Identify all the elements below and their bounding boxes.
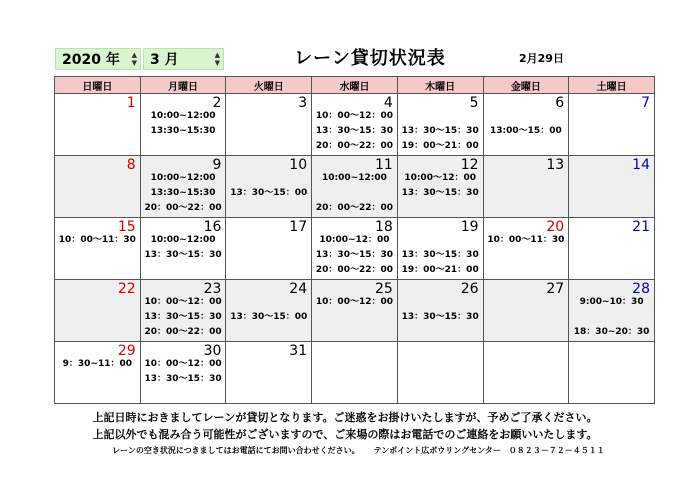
- reservation-slot: [141, 387, 226, 402]
- reservation-slot: 20：00～22：00: [315, 203, 394, 213]
- reservation-slot: [398, 372, 483, 387]
- calendar-week-row: [55, 156, 655, 218]
- reservation-slot: [226, 201, 311, 216]
- reservation-slot: 20：00～22：00: [315, 141, 394, 151]
- reservation-slot: [226, 139, 311, 154]
- reservation-slot: [398, 325, 483, 340]
- calendar-week-row: [55, 218, 655, 280]
- calendar-day-cell: [312, 156, 398, 218]
- reservation-slot: 9：30~11：00: [62, 359, 133, 369]
- reservation-slot: [141, 139, 226, 154]
- day-number: 17: [289, 219, 308, 235]
- reservation-slot: [398, 387, 483, 402]
- reservation-slots: [55, 357, 140, 417]
- calendar-day-cell: [55, 94, 141, 156]
- reservation-slots: [398, 357, 483, 417]
- reservation-slot: [226, 171, 311, 186]
- calendar-body: [55, 94, 655, 404]
- notice-line-1: 上記日時におきましてレーンが貸切となります。ご迷惑をお掛けいたしますが、予めご了承ください。: [92, 411, 598, 424]
- calendar-day-cell: [312, 342, 398, 404]
- reservation-slot: 10:00~12:00: [322, 173, 387, 183]
- weekday-header: 土曜日: [569, 77, 655, 94]
- reservation-slot: 20：00～22：00: [144, 327, 222, 337]
- reservation-slot: [55, 186, 140, 201]
- calendar-week-row: [55, 94, 655, 156]
- day-number: 12: [460, 157, 479, 173]
- calendar-day-cell: [140, 342, 226, 404]
- reservation-slot: [226, 233, 311, 248]
- reservation-slot: [55, 295, 140, 310]
- day-number: 23: [203, 281, 222, 297]
- reservation-slots: [226, 357, 311, 417]
- reservation-slot: [484, 295, 569, 310]
- calendar-day-cell: [483, 94, 569, 156]
- reservation-slot: [55, 310, 140, 325]
- reservation-slot: [484, 186, 569, 201]
- reservation-slot: [484, 310, 569, 325]
- day-number: 19: [460, 219, 479, 235]
- reservation-slot: [312, 186, 397, 201]
- reservation-slot: 20：00～22：00: [144, 203, 222, 213]
- day-number: 9: [212, 157, 222, 173]
- reservation-slot: 13：30～15：30: [144, 374, 222, 384]
- reservation-slot: [312, 387, 397, 402]
- reservation-slots: [312, 357, 397, 417]
- reservation-slot: [569, 357, 654, 372]
- year-select[interactable]: [55, 48, 141, 70]
- calendar-day-cell: [140, 280, 226, 342]
- reservation-slot: 19：00～21：00: [401, 141, 479, 151]
- reservation-slot: [226, 372, 311, 387]
- reservation-slot: 13：30～15：00: [230, 312, 308, 322]
- reservation-slot: [484, 201, 569, 216]
- reservation-slot: 10:00~12:00: [150, 235, 216, 245]
- reservation-slot: 13：30～15：30: [401, 312, 479, 322]
- calendar-day-cell: [569, 280, 655, 342]
- calendar-day-cell: [140, 218, 226, 280]
- day-number: 8: [126, 157, 136, 173]
- reservation-slot: 10:00~12：00: [319, 235, 390, 245]
- day-number: 28: [632, 281, 650, 297]
- reservation-slot: [569, 310, 654, 325]
- reservation-slot: [484, 357, 569, 372]
- calendar-day-cell: [569, 156, 655, 218]
- calendar-day-cell: [397, 218, 483, 280]
- footer-note: [112, 445, 605, 456]
- reservation-slot: 13：30～15：30: [315, 250, 394, 260]
- reservation-slot: [569, 124, 654, 139]
- reservation-slot: 13：30～15：30: [401, 126, 479, 136]
- reservation-slot: [484, 248, 569, 263]
- reservation-slot: 20：00～22：00: [315, 265, 394, 275]
- calendar-day-cell: [312, 94, 398, 156]
- reservation-slot: [55, 139, 140, 154]
- reservation-slot: [55, 263, 140, 278]
- calendar-table: [54, 76, 655, 404]
- day-number: 20: [546, 219, 565, 235]
- calendar-day-cell: [397, 94, 483, 156]
- calendar-day-cell: [55, 342, 141, 404]
- calendar-day-cell: [483, 156, 569, 218]
- day-number: 18: [374, 219, 393, 235]
- reservation-slot: [569, 263, 654, 278]
- day-number: 22: [117, 281, 136, 297]
- reservation-slot: [226, 357, 311, 372]
- day-number: 6: [555, 95, 565, 111]
- reservation-slot: 19：00～21：00: [401, 265, 479, 275]
- spinner-arrows-icon[interactable]: ▲ ▼: [214, 51, 220, 67]
- reservation-slot: [569, 201, 654, 216]
- reservation-slots: [141, 357, 226, 417]
- calendar-day-cell: [55, 218, 141, 280]
- reservation-slot: [569, 372, 654, 387]
- contact-info: テンポイント広ボウリングセンター ０８２３－７２－４５１１: [373, 446, 605, 455]
- reservation-slot: 10：00～11：30: [487, 235, 565, 245]
- reservation-slot: [484, 109, 569, 124]
- notice-line-2: 上記以外でも混み合う可能性がございますので、ご来場の際はお電話でのご連絡をお願いいたします。: [92, 428, 598, 441]
- weekday-header-row: [55, 77, 655, 94]
- reservation-slot: [55, 201, 140, 216]
- day-number: 25: [374, 281, 393, 297]
- reservation-slot: [312, 310, 397, 325]
- calendar-day-cell: [569, 218, 655, 280]
- reservation-slot: [569, 139, 654, 154]
- reservation-slot: [55, 109, 140, 124]
- day-number: 1: [126, 95, 136, 111]
- reservation-slot: 13：30～15：30: [144, 250, 222, 260]
- footer-text: レーンの空き状況につきましてはお電話にてお問い合わせください。: [112, 446, 360, 455]
- weekday-header: 日曜日: [55, 77, 141, 94]
- reservation-slot: [312, 357, 397, 372]
- day-number: 15: [117, 219, 136, 235]
- calendar-day-cell: [226, 218, 312, 280]
- day-number: 5: [469, 95, 479, 111]
- day-number: 3: [298, 95, 308, 111]
- day-number: 31: [289, 343, 308, 359]
- reservation-slot: [226, 325, 311, 340]
- reservation-slot: [484, 139, 569, 154]
- calendar-day-cell: [226, 94, 312, 156]
- reservation-slot: [226, 387, 311, 402]
- reservation-slot: 10:00~12:00: [150, 173, 216, 183]
- reservation-slot: [55, 248, 140, 263]
- reservation-slot: 13:30~15:30: [150, 126, 216, 136]
- reservation-slots: [484, 357, 569, 417]
- reservation-slot: [226, 109, 311, 124]
- reservation-slot: [55, 325, 140, 340]
- reservation-slot: [484, 325, 569, 340]
- reservation-slot: [55, 372, 140, 387]
- calendar-day-cell: [397, 342, 483, 404]
- weekday-header: 木曜日: [397, 77, 483, 94]
- reservation-slots: [569, 357, 654, 417]
- calendar-day-cell: [140, 94, 226, 156]
- calendar-day-cell: [483, 218, 569, 280]
- calendar-day-cell: [140, 156, 226, 218]
- reservation-slot: [569, 387, 654, 402]
- reservation-slot: [312, 372, 397, 387]
- day-number: 11: [374, 157, 393, 173]
- calendar-day-cell: [226, 342, 312, 404]
- reservation-slot: 13：30～15：30: [401, 188, 479, 198]
- day-number: 30: [203, 343, 222, 359]
- reservation-slot: 10：00～12：00: [315, 297, 394, 307]
- month-select[interactable]: [143, 48, 224, 70]
- reservation-slot: 10：00～12：00: [144, 359, 222, 369]
- calendar-day-cell: [397, 280, 483, 342]
- calendar-week-row: [55, 342, 655, 404]
- reservation-slot: [398, 295, 483, 310]
- month-value: 3 月: [150, 52, 179, 68]
- reservation-slot: [141, 263, 226, 278]
- day-number: 24: [289, 281, 308, 297]
- calendar-day-cell: [483, 280, 569, 342]
- calendar-day-cell: [312, 218, 398, 280]
- reservation-slot: 18：30~20：30: [573, 327, 650, 337]
- reservation-slot: [226, 248, 311, 263]
- reservation-slot: 13：30～15：30: [315, 126, 394, 136]
- reservation-slot: 13：30～15：00: [230, 188, 308, 198]
- reservation-slot: [484, 263, 569, 278]
- weekday-header: 火曜日: [226, 77, 312, 94]
- day-number: 13: [546, 157, 565, 173]
- reservation-slot: [55, 124, 140, 139]
- reservation-slot: 9:00~10：30: [579, 297, 644, 307]
- day-number: 14: [632, 157, 650, 173]
- reservation-slot: [569, 171, 654, 186]
- reservation-slot: [398, 233, 483, 248]
- reservation-slot: [226, 263, 311, 278]
- day-number: 26: [460, 281, 479, 297]
- reservation-slot: [312, 325, 397, 340]
- weekday-header: 金曜日: [483, 77, 569, 94]
- day-number: 4: [383, 95, 393, 111]
- calendar-day-cell: [569, 342, 655, 404]
- reservation-slot: 10:00~12:00: [150, 111, 216, 121]
- reservation-slot: [569, 186, 654, 201]
- day-number: 7: [641, 95, 650, 111]
- calendar-day-cell: [226, 280, 312, 342]
- calendar-day-cell: [55, 280, 141, 342]
- reservation-slot: [398, 201, 483, 216]
- day-number: 2: [212, 95, 222, 111]
- day-number: 10: [289, 157, 308, 173]
- page-title: レーン貸切状況表: [294, 48, 446, 69]
- calendar-day-cell: [483, 342, 569, 404]
- calendar-day-cell: [226, 156, 312, 218]
- calendar-day-cell: [569, 94, 655, 156]
- reservation-slot: 10：00～12：00: [144, 297, 222, 307]
- reservation-slot: [55, 387, 140, 402]
- reservation-slot: 10：00～12：00: [315, 111, 394, 121]
- reservation-slot: [484, 372, 569, 387]
- reservation-slot: [569, 248, 654, 263]
- weekday-header: 月曜日: [140, 77, 226, 94]
- reservation-slot: [484, 387, 569, 402]
- update-date: 2月29日: [519, 52, 564, 65]
- day-number: 21: [632, 219, 650, 235]
- reservation-slot: 13:00～15：00: [490, 126, 562, 136]
- calendar-day-cell: [397, 156, 483, 218]
- reservation-slot: 13：30～15：30: [144, 312, 222, 322]
- reservation-slot: [55, 171, 140, 186]
- spinner-arrows-icon[interactable]: ▲ ▼: [131, 51, 137, 67]
- reservation-slot: 13：30～15：30: [401, 250, 479, 260]
- reservation-slot: [226, 295, 311, 310]
- day-number: 29: [117, 343, 136, 359]
- day-number: 16: [203, 219, 222, 235]
- calendar-day-cell: [55, 156, 141, 218]
- reservation-slot: [484, 171, 569, 186]
- reservation-slot: [398, 357, 483, 372]
- reservation-slot: [226, 124, 311, 139]
- year-value: 2020 年: [62, 52, 120, 68]
- reservation-slot: 13:30~15:30: [150, 188, 216, 198]
- reservation-slot: [569, 233, 654, 248]
- reservation-slot: [569, 109, 654, 124]
- reservation-slot: 10：00～11：30: [58, 235, 136, 245]
- reservation-slot: [398, 109, 483, 124]
- day-number: 27: [546, 281, 565, 297]
- calendar-week-row: [55, 280, 655, 342]
- reservation-slot: 10:00～12：00: [404, 173, 477, 183]
- calendar-day-cell: [312, 280, 398, 342]
- weekday-header: 水曜日: [312, 77, 398, 94]
